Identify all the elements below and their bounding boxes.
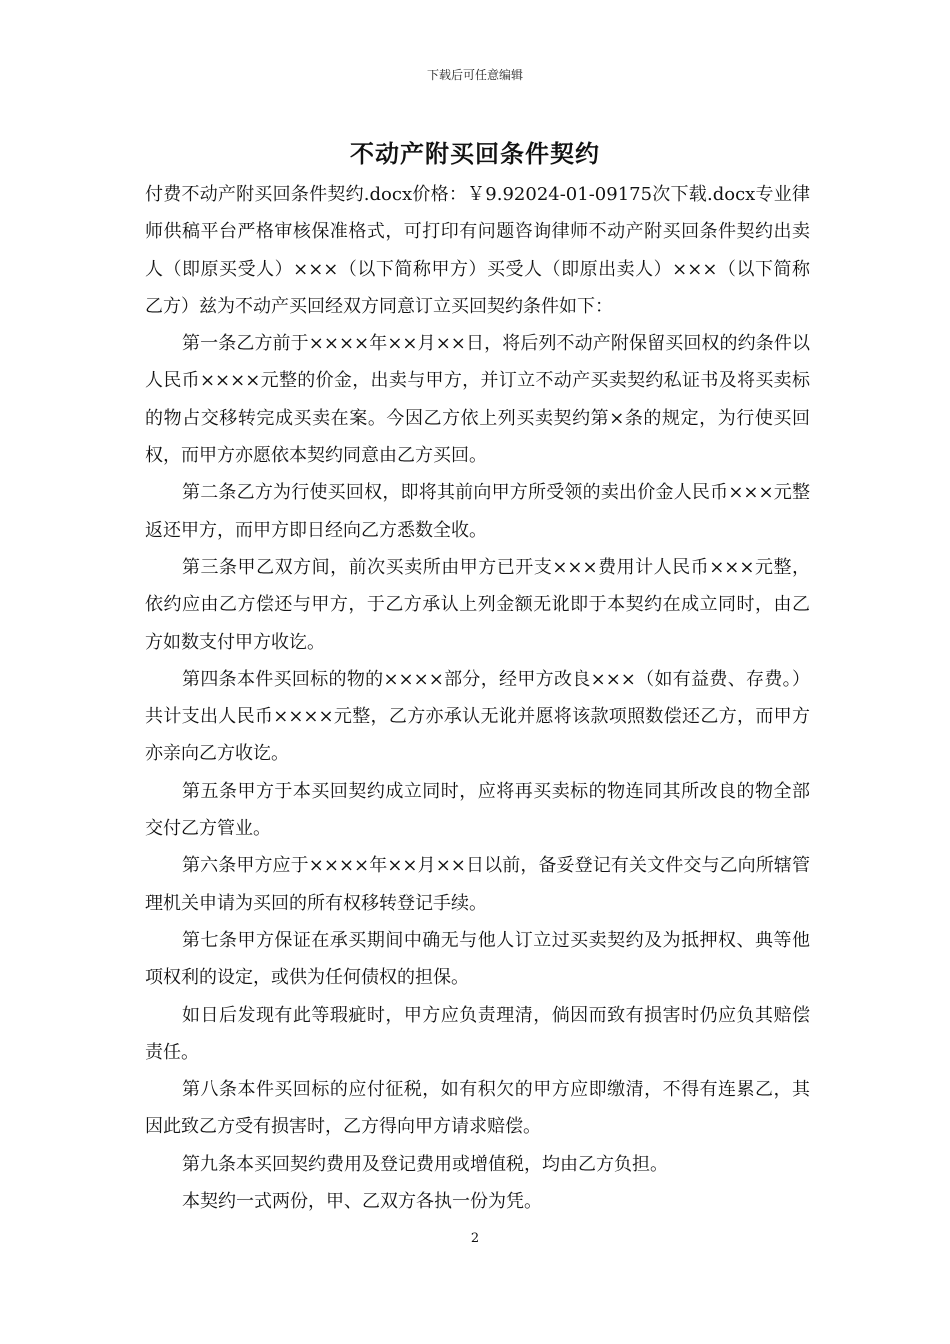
article-7-supplement-paragraph: 如日后发现有此等瑕疵时，甲方应负责理清，倘因而致有损害时仍应负其赔偿责任。	[145, 1004, 810, 1063]
article-8-paragraph: 第八条本件买回标的应付征税，如有积欠的甲方应即缴清，不得有连累乙，其因此致乙方受有损害时，乙方得向甲方请求赔偿。	[145, 1079, 810, 1138]
article-7-paragraph: 第七条甲方保证在承买期间中确无与他人订立过买卖契约及为抵押权、典等他项权利的设定，或供为任何债权的担保。	[145, 929, 810, 989]
closing-paragraph: 本契约一式两份，甲、乙双方各执一份为凭。	[182, 1191, 542, 1213]
document-title: 不动产附买回条件契约	[350, 139, 600, 168]
page-number: 2	[470, 1231, 480, 1246]
page-header-note: 下载后可任意编辑	[426, 68, 523, 82]
article-2-paragraph: 第二条乙方为行使买回权，即将其前向甲方所受领的卖出价金人民币×××元整返还甲方，而甲方即日经向乙方悉数全收。	[145, 482, 810, 541]
article-5-paragraph: 第五条甲方于本买回契约成立同时，应将再买卖标的物连同其所改良的物全部交付乙方管业。	[145, 780, 810, 840]
intro-paragraph: 付费不动产附买回条件契约.docx价格：￥9.92024-01-09175次下载.docx专业律师供稿平台严格审核保准格式，可打印有问题咨询律师不动产附买回条件契约出卖人（即原买受人）×××（以下简称甲方）买受人（即原出卖人）×××（以下简称乙方）兹为不动产买回经双方同意订立买回契约条件如下：	[145, 184, 810, 317]
article-6-paragraph: 第六条甲方应于××××年××月××日以前，备妥登记有关文件交与乙向所辖管理机关申请为买回的所有权移转登记手续。	[145, 855, 810, 914]
article-1-paragraph: 第一条乙方前于××××年××月××日，将后列不动产附保留买回权的约条件以人民币××××元整的价金，出卖与甲方，并订立不动产买卖契约私证书及将买卖标的物占交移转完成买卖在案。今因乙方依上列买卖契约第×条的规定，为行使买回权，而甲方亦愿依本契约同意由乙方买回。	[145, 333, 810, 467]
article-9-paragraph: 第九条本买回契约费用及登记费用或增值税，均由乙方负担。	[182, 1153, 668, 1175]
article-3-paragraph: 第三条甲乙双方间，前次买卖所由甲方已开支×××费用计人民币×××元整，依约应由乙方偿还与甲方，于乙方承认上列金额无讹即于本契约在成立同时，由乙方如数支付甲方收讫。	[145, 556, 810, 653]
document-body	[145, 176, 810, 1220]
article-4-paragraph: 第四条本件买回标的物的××××部分，经甲方改良×××（如有益费、存费。）共计支出人民币××××元整，乙方亦承认无讹并愿将该款项照数偿还乙方，而甲方亦亲向乙方收讫。	[145, 668, 810, 765]
